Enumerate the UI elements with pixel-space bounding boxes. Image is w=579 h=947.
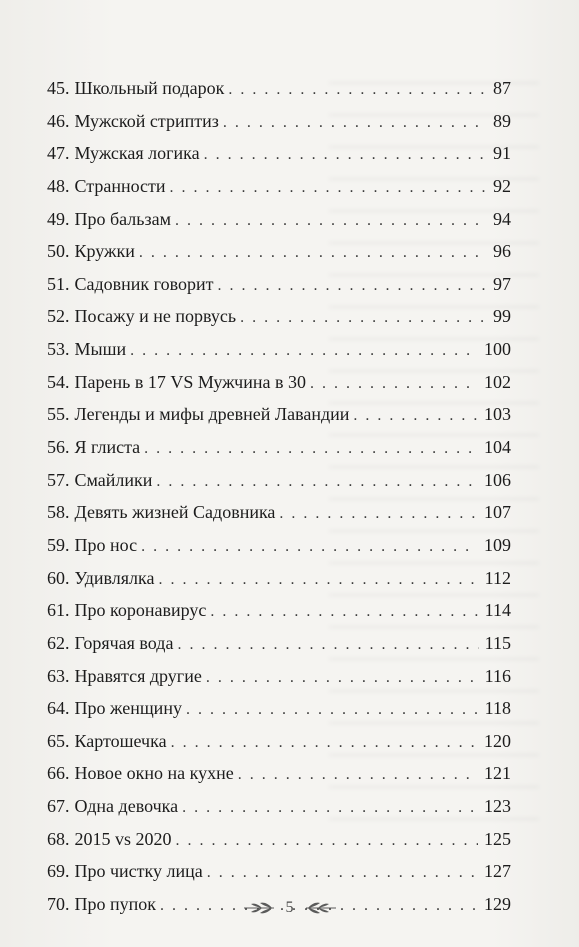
toc-entry bbox=[47, 268, 511, 301]
entry-title: Мужской стриптиз bbox=[74, 110, 219, 131]
entry-page-number: 123 bbox=[484, 796, 511, 817]
entry-number: 69. bbox=[47, 861, 70, 882]
dot-leader bbox=[175, 205, 487, 238]
dot-leader bbox=[228, 74, 487, 107]
entry-number: 51. bbox=[47, 273, 70, 294]
entry-number: 58. bbox=[47, 502, 70, 523]
entry-number: 45. bbox=[47, 78, 70, 98]
entry-page-number: 120 bbox=[484, 730, 511, 751]
entry-title: Мыши bbox=[74, 339, 127, 360]
toc-entry bbox=[47, 170, 511, 203]
toc-entry bbox=[47, 855, 511, 888]
entry-page-number: 125 bbox=[484, 828, 511, 849]
entry-page-number: 97 bbox=[493, 273, 511, 294]
dot-leader bbox=[207, 857, 478, 890]
entry-number: 65. bbox=[47, 730, 70, 751]
toc-entry bbox=[47, 203, 511, 236]
entry-page-number: 91 bbox=[493, 143, 511, 164]
entry-page-number: 106 bbox=[484, 469, 511, 490]
dot-leader bbox=[177, 629, 478, 662]
entry-title: Странности bbox=[74, 175, 166, 196]
entry-number: 70. bbox=[47, 894, 70, 915]
toc-entry bbox=[47, 627, 511, 660]
entry-page-number: 118 bbox=[484, 698, 511, 719]
entry-title: Про пупок bbox=[74, 894, 157, 915]
entry-page-number: 116 bbox=[484, 665, 511, 686]
toc-entry bbox=[47, 431, 511, 464]
dot-leader bbox=[279, 498, 478, 531]
entry-page-number: 129 bbox=[484, 894, 511, 915]
entry-number: 53. bbox=[47, 339, 70, 360]
entry-number: 56. bbox=[47, 437, 70, 458]
entry-number: 50. bbox=[47, 241, 70, 262]
entry-title: Картошечка bbox=[74, 730, 167, 751]
entry-number: 64. bbox=[47, 698, 70, 719]
entry-title: Смайлики bbox=[74, 469, 153, 490]
dot-leader bbox=[206, 662, 479, 695]
entry-title: Новое окно на кухне bbox=[74, 763, 234, 784]
entry-title: Кружки bbox=[74, 241, 135, 262]
entry-number: 48. bbox=[47, 175, 70, 196]
page-number: 5 bbox=[285, 899, 294, 916]
entry-title: Я глиста bbox=[74, 437, 141, 458]
entry-title: Про чистку лица bbox=[74, 861, 203, 882]
entry-number: 61. bbox=[47, 600, 70, 621]
entry-page-number: 100 bbox=[484, 339, 511, 360]
dot-leader bbox=[158, 564, 478, 597]
entry-number: 49. bbox=[47, 208, 70, 229]
dot-leader bbox=[144, 433, 478, 466]
dot-leader bbox=[240, 302, 487, 335]
dot-leader bbox=[156, 466, 478, 499]
entry-title: Мужская логика bbox=[74, 143, 200, 164]
toc-entry bbox=[47, 660, 511, 693]
toc-entry bbox=[47, 333, 511, 366]
entry-title: Школьный подарок bbox=[74, 78, 225, 98]
dot-leader bbox=[141, 531, 478, 564]
entry-page-number: 92 bbox=[493, 175, 511, 196]
entry-title: Про коронавирус bbox=[74, 600, 207, 621]
toc-entry bbox=[47, 823, 511, 856]
toc-entry bbox=[47, 496, 511, 529]
dot-leader bbox=[171, 727, 478, 760]
dot-leader bbox=[170, 172, 487, 205]
entry-number: 62. bbox=[47, 632, 70, 653]
entry-page-number: 94 bbox=[493, 208, 511, 229]
dot-leader bbox=[238, 759, 478, 792]
page-footer bbox=[0, 898, 579, 918]
entry-title: Удивлялка bbox=[74, 567, 155, 588]
toc-entry bbox=[47, 594, 511, 627]
dot-leader bbox=[182, 792, 478, 825]
toc-entry bbox=[47, 235, 511, 268]
entry-title: Садовник говорит bbox=[74, 273, 214, 294]
leaf-ornament-right-icon bbox=[304, 899, 338, 917]
dot-leader bbox=[310, 368, 478, 401]
entry-title: Нравятся другие bbox=[74, 665, 202, 686]
entry-page-number: 102 bbox=[484, 371, 511, 392]
toc-entry bbox=[47, 105, 511, 138]
entry-page-number: 121 bbox=[484, 763, 511, 784]
dot-leader bbox=[223, 107, 487, 140]
entry-page-number: 114 bbox=[484, 600, 511, 621]
entry-number: 57. bbox=[47, 469, 70, 490]
dot-leader bbox=[204, 139, 487, 172]
entry-number: 66. bbox=[47, 763, 70, 784]
entry-title: Про нос bbox=[74, 534, 138, 555]
dot-leader bbox=[217, 270, 487, 303]
entry-title: 2015 vs 2020 bbox=[74, 828, 172, 849]
entry-number: 47. bbox=[47, 143, 70, 164]
entry-page-number: 115 bbox=[484, 632, 511, 653]
entry-number: 63. bbox=[47, 665, 70, 686]
entry-page-number: 99 bbox=[493, 306, 511, 327]
entry-page-number: 103 bbox=[484, 404, 511, 425]
dot-leader bbox=[186, 694, 479, 727]
dot-leader bbox=[130, 335, 478, 368]
entry-number: 55. bbox=[47, 404, 70, 425]
entry-page-number: 107 bbox=[484, 502, 511, 523]
table-of-contents bbox=[47, 72, 511, 921]
entry-number: 54. bbox=[47, 371, 70, 392]
entry-page-number: 127 bbox=[484, 861, 511, 882]
entry-title: Парень в 17 VS Мужчина в 30 bbox=[74, 371, 306, 392]
entry-number: 67. bbox=[47, 796, 70, 817]
dot-leader bbox=[139, 237, 487, 270]
entry-title: Одна девочка bbox=[74, 796, 179, 817]
entry-title: Посажу и не порвусь bbox=[74, 306, 237, 327]
toc-entry bbox=[47, 562, 511, 595]
toc-entry bbox=[47, 790, 511, 823]
toc-entry bbox=[47, 72, 511, 105]
entry-number: 60. bbox=[47, 567, 70, 588]
entry-page-number: 109 bbox=[484, 534, 511, 555]
entry-title: Про женщину bbox=[74, 698, 182, 719]
entry-number: 68. bbox=[47, 828, 70, 849]
toc-entry bbox=[47, 725, 511, 758]
dot-leader bbox=[176, 825, 478, 858]
entry-page-number: 112 bbox=[484, 567, 511, 588]
entry-title: Про бальзам bbox=[74, 208, 171, 229]
toc-entry bbox=[47, 464, 511, 497]
entry-number: 52. bbox=[47, 306, 70, 327]
entry-page-number: 89 bbox=[493, 110, 511, 131]
entry-page-number: 96 bbox=[493, 241, 511, 262]
toc-entry bbox=[47, 692, 511, 725]
dot-leader bbox=[353, 400, 478, 433]
entry-number: 59. bbox=[47, 534, 70, 555]
toc-entry bbox=[47, 757, 511, 790]
toc-entry bbox=[47, 300, 511, 333]
entry-title: Легенды и мифы древней Лавандии bbox=[74, 404, 350, 425]
toc-entry bbox=[47, 529, 511, 562]
toc-entry bbox=[47, 137, 511, 170]
entry-page-number: 87 bbox=[493, 78, 511, 98]
toc-entry bbox=[47, 398, 511, 431]
entry-page-number: 104 bbox=[484, 437, 511, 458]
dot-leader bbox=[210, 596, 478, 629]
entry-title: Горячая вода bbox=[74, 632, 174, 653]
leaf-ornament-left-icon bbox=[242, 899, 276, 917]
toc-entry bbox=[47, 366, 511, 399]
entry-title: Девять жизней Садовника bbox=[74, 502, 276, 523]
entry-number: 46. bbox=[47, 110, 70, 131]
